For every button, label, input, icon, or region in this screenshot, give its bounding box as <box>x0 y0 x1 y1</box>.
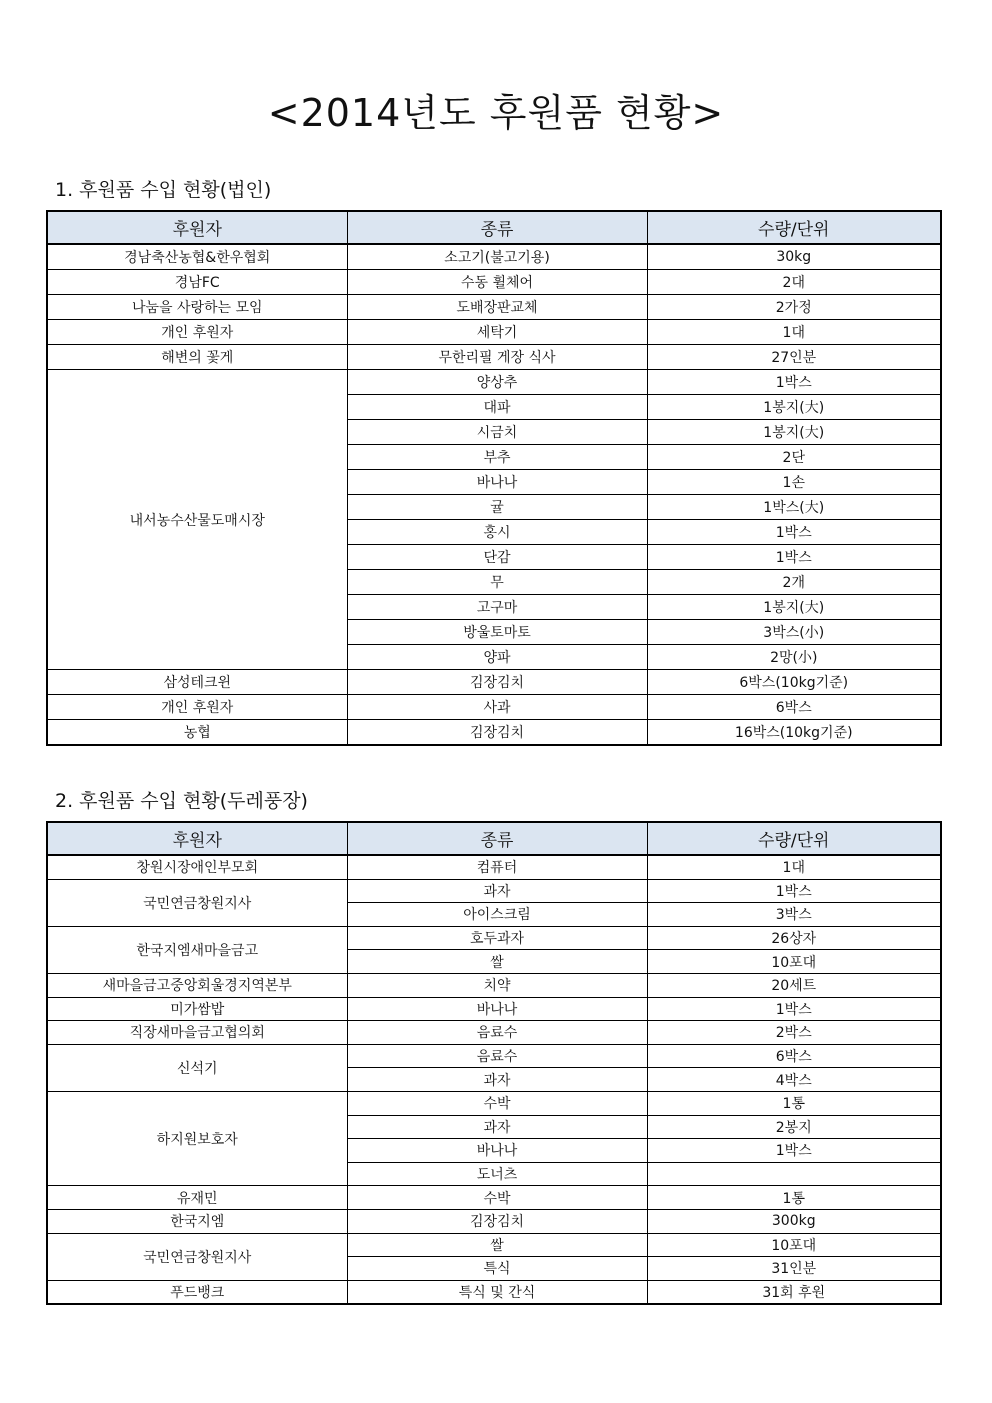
table-row <box>47 879 941 903</box>
page-title: <2014년도 후원품 현황> <box>267 91 725 135</box>
item-quantity-cell: 2가정 <box>647 295 941 320</box>
table-row <box>47 1280 941 1304</box>
donor-cell: 개인 후원자 <box>47 695 347 720</box>
item-type-cell: 고구마 <box>347 595 647 620</box>
donor-cell: 하지원보호자 <box>47 1091 347 1185</box>
header-donor: 후원자 <box>47 822 347 855</box>
item-quantity-cell: 1박스 <box>647 545 941 570</box>
item-type-cell: 호두과자 <box>347 926 647 950</box>
donor-cell: 유재민 <box>47 1186 347 1210</box>
item-quantity-cell: 1통 <box>647 1186 941 1210</box>
item-quantity-cell: 1봉지(大) <box>647 420 941 445</box>
item-type-cell: 쌀 <box>347 1233 647 1257</box>
item-type-cell: 사과 <box>347 695 647 720</box>
item-quantity-cell: 1봉지(大) <box>647 395 941 420</box>
item-type-cell: 바나나 <box>347 1139 647 1163</box>
item-type-cell: 김장김치 <box>347 720 647 746</box>
donor-cell: 국민연금창원지사 <box>47 1233 347 1280</box>
donor-cell: 개인 후원자 <box>47 320 347 345</box>
item-quantity-cell: 4박스 <box>647 1068 941 1092</box>
table-header-row <box>47 822 941 855</box>
table-row <box>47 973 941 997</box>
table-row <box>47 244 941 270</box>
item-type-cell: 특식 <box>347 1257 647 1281</box>
item-type-cell: 치약 <box>347 973 647 997</box>
item-type-cell: 과자 <box>347 1115 647 1139</box>
item-type-cell: 김장김치 <box>347 670 647 695</box>
table-row <box>47 320 941 345</box>
item-quantity-cell: 2박스 <box>647 1021 941 1045</box>
item-quantity-cell: 27인분 <box>647 345 941 370</box>
item-quantity-cell: 31회 후원 <box>647 1280 941 1304</box>
table-row <box>47 1091 941 1115</box>
item-type-cell: 방울토마토 <box>347 620 647 645</box>
donor-cell: 삼성테크윈 <box>47 670 347 695</box>
item-quantity-cell: 2대 <box>647 270 941 295</box>
item-quantity-cell: 6박스(10kg기준) <box>647 670 941 695</box>
table-row <box>47 670 941 695</box>
table-row <box>47 295 941 320</box>
item-type-cell: 과자 <box>347 879 647 903</box>
table-row <box>47 1021 941 1045</box>
donor-cell: 경남FC <box>47 270 347 295</box>
item-quantity-cell: 2개 <box>647 570 941 595</box>
item-quantity-cell: 1박스 <box>647 879 941 903</box>
item-quantity-cell: 26상자 <box>647 926 941 950</box>
item-type-cell: 컴퓨터 <box>347 855 647 879</box>
item-type-cell: 음료수 <box>347 1044 647 1068</box>
item-type-cell: 양상추 <box>347 370 647 395</box>
table-row <box>47 1209 941 1233</box>
item-quantity-cell <box>647 1162 941 1186</box>
item-type-cell: 특식 및 간식 <box>347 1280 647 1304</box>
donor-cell: 해변의 꽃게 <box>47 345 347 370</box>
donor-cell: 경남축산농협&한우협회 <box>47 244 347 270</box>
header-type: 종류 <box>347 211 647 244</box>
item-quantity-cell: 20세트 <box>647 973 941 997</box>
item-quantity-cell: 300kg <box>647 1209 941 1233</box>
donor-cell: 한국지엠 <box>47 1209 347 1233</box>
item-quantity-cell: 2단 <box>647 445 941 470</box>
item-quantity-cell: 1통 <box>647 1091 941 1115</box>
donor-cell: 푸드뱅크 <box>47 1280 347 1304</box>
donor-cell: 직장새마을금고협의회 <box>47 1021 347 1045</box>
item-type-cell: 대파 <box>347 395 647 420</box>
table-header-row <box>47 211 941 244</box>
item-quantity-cell: 1손 <box>647 470 941 495</box>
item-quantity-cell: 1박스 <box>647 520 941 545</box>
header-quantity: 수량/단위 <box>647 211 941 244</box>
item-quantity-cell: 1대 <box>647 320 941 345</box>
item-type-cell: 음료수 <box>347 1021 647 1045</box>
table-row <box>47 1186 941 1210</box>
donor-cell: 농협 <box>47 720 347 746</box>
item-type-cell: 도배장판교체 <box>347 295 647 320</box>
table-row <box>47 926 941 950</box>
table-row <box>47 855 941 879</box>
item-type-cell: 수박 <box>347 1186 647 1210</box>
item-type-cell: 부추 <box>347 445 647 470</box>
donor-cell: 미가쌈밥 <box>47 997 347 1021</box>
header-donor: 후원자 <box>47 211 347 244</box>
table-row <box>47 1233 941 1257</box>
table-row <box>47 720 941 746</box>
dure-donations-table <box>46 821 942 1305</box>
corporate-donations-table <box>46 210 942 746</box>
item-quantity-cell: 2망(小) <box>647 645 941 670</box>
item-quantity-cell: 1봉지(大) <box>647 595 941 620</box>
item-type-cell: 쌀 <box>347 950 647 974</box>
header-quantity: 수량/단위 <box>647 822 941 855</box>
item-type-cell: 김장김치 <box>347 1209 647 1233</box>
header-type: 종류 <box>347 822 647 855</box>
donor-cell: 국민연금창원지사 <box>47 879 347 926</box>
item-quantity-cell: 1박스 <box>647 1139 941 1163</box>
donor-cell: 내서농수산물도매시장 <box>47 370 347 670</box>
donor-cell: 창원시장애인부모회 <box>47 855 347 879</box>
table-row <box>47 370 941 395</box>
item-type-cell: 도너츠 <box>347 1162 647 1186</box>
item-quantity-cell: 1대 <box>647 855 941 879</box>
item-quantity-cell: 1박스 <box>647 370 941 395</box>
item-type-cell: 홍시 <box>347 520 647 545</box>
section2-heading: 2. 후원품 수입 현황(두레풍장) <box>55 790 308 812</box>
donor-cell: 한국지엠새마을금고 <box>47 926 347 973</box>
item-type-cell: 세탁기 <box>347 320 647 345</box>
table-row <box>47 345 941 370</box>
item-type-cell: 무 <box>347 570 647 595</box>
item-type-cell: 시금치 <box>347 420 647 445</box>
item-type-cell: 수동 휠체어 <box>347 270 647 295</box>
table-row <box>47 695 941 720</box>
item-type-cell: 귤 <box>347 495 647 520</box>
item-quantity-cell: 16박스(10kg기준) <box>647 720 941 746</box>
item-quantity-cell: 31인분 <box>647 1257 941 1281</box>
table-row <box>47 1044 941 1068</box>
item-type-cell: 바나나 <box>347 997 647 1021</box>
donor-cell: 새마을금고중앙회울경지역본부 <box>47 973 347 997</box>
item-quantity-cell: 30kg <box>647 244 941 270</box>
item-quantity-cell: 1박스(大) <box>647 495 941 520</box>
item-type-cell: 단감 <box>347 545 647 570</box>
item-quantity-cell: 10포대 <box>647 1233 941 1257</box>
table-row <box>47 270 941 295</box>
item-type-cell: 바나나 <box>347 470 647 495</box>
item-type-cell: 무한리필 게장 식사 <box>347 345 647 370</box>
item-type-cell: 양파 <box>347 645 647 670</box>
item-type-cell: 과자 <box>347 1068 647 1092</box>
item-quantity-cell: 2봉지 <box>647 1115 941 1139</box>
donor-cell: 신석기 <box>47 1044 347 1091</box>
item-quantity-cell: 6박스 <box>647 1044 941 1068</box>
table-row <box>47 997 941 1021</box>
item-quantity-cell: 3박스 <box>647 903 941 927</box>
item-quantity-cell: 6박스 <box>647 695 941 720</box>
item-quantity-cell: 10포대 <box>647 950 941 974</box>
item-quantity-cell: 3박스(小) <box>647 620 941 645</box>
item-type-cell: 아이스크림 <box>347 903 647 927</box>
donor-cell: 나눔을 사랑하는 모임 <box>47 295 347 320</box>
section1-heading: 1. 후원품 수입 현황(법인) <box>55 179 272 201</box>
item-type-cell: 소고기(불고기용) <box>347 244 647 270</box>
item-type-cell: 수박 <box>347 1091 647 1115</box>
item-quantity-cell: 1박스 <box>647 997 941 1021</box>
